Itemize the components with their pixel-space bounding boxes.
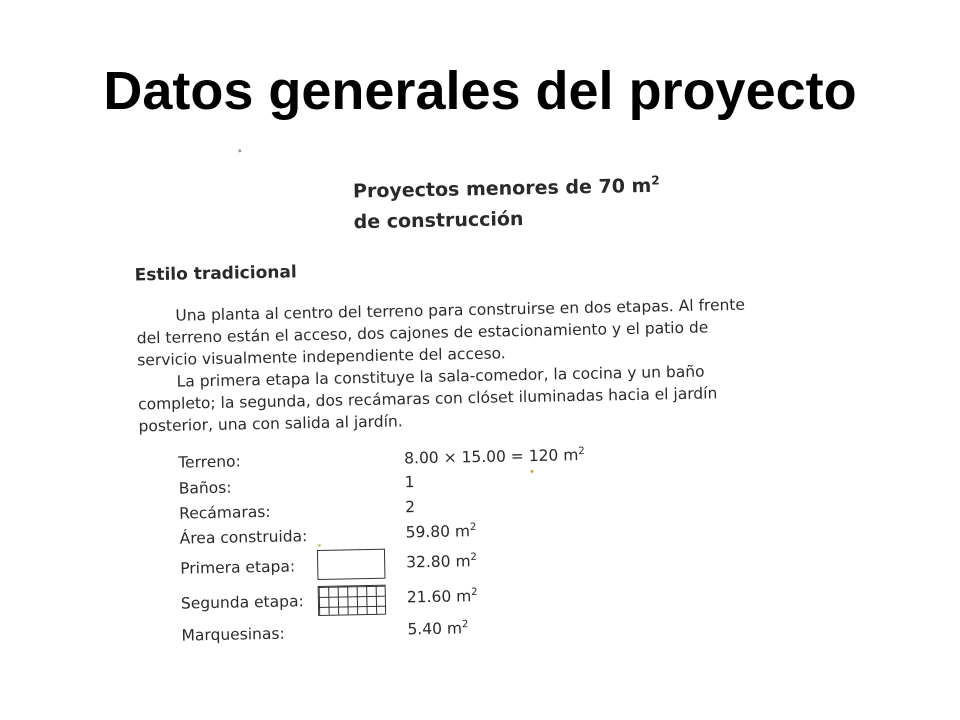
spec-unit-superscript: 2 xyxy=(578,445,585,457)
scan-speck xyxy=(238,149,241,152)
paragraph-line: servicio visualmente independiente del acceso. xyxy=(137,344,506,370)
spec-value-text: 32.80 m xyxy=(406,552,471,572)
paragraph-line: La primera etapa la constituye la sala-comedor, la cocina y un baño xyxy=(176,362,705,391)
style-label: Estilo tradicional xyxy=(134,262,297,286)
scan-speck xyxy=(318,544,321,547)
slide-title: Datos generales del proyecto xyxy=(103,61,857,121)
spec-label-recamaras: Recámaras: xyxy=(179,502,271,523)
spec-value-terreno xyxy=(404,446,585,468)
document-heading-line-2: de construcción xyxy=(353,207,524,234)
spec-value-banos xyxy=(404,473,414,491)
spec-unit-superscript: 2 xyxy=(469,521,477,534)
spec-value-primera-etapa xyxy=(406,552,477,572)
spec-unit-superscript: 2 xyxy=(471,586,478,599)
paragraph-line: del terreno están el acceso, dos cajones de estacionamiento y el patio de xyxy=(136,318,709,348)
primera-etapa-swatch xyxy=(317,549,386,580)
spec-label-terreno: Terreno: xyxy=(178,452,241,472)
spec-value-text: 2 xyxy=(404,498,416,517)
spec-unit-superscript: 2 xyxy=(461,619,469,631)
spec-value-recamaras xyxy=(405,498,415,516)
spec-value-segunda-etapa xyxy=(407,587,478,607)
spec-value-text: 5.40 m xyxy=(407,619,463,639)
paragraph-line: Una planta al centro del terreno para construirse en dos etapas. Al frente xyxy=(175,295,746,325)
spec-label-primera-etapa: Primera etapa: xyxy=(180,557,296,578)
segunda-etapa-hatch-swatch xyxy=(318,585,387,616)
spec-label-marquesinas: Marquesinas: xyxy=(181,624,285,645)
heading-superscript: 2 xyxy=(651,173,660,188)
spec-value-text: 59.80 m xyxy=(405,522,471,542)
paragraph-line: posterior, una con salida al jardín. xyxy=(138,412,403,436)
paragraph-line: completo; la segunda, dos recámaras con clóset iluminadas hacia el jardín xyxy=(137,384,718,414)
spec-label-banos: Baños: xyxy=(178,478,232,498)
spec-label-area-construida: Área construida: xyxy=(179,527,308,548)
spec-value-text: 1 xyxy=(404,473,415,492)
spec-value-text: 21.60 m xyxy=(406,587,472,607)
spec-value-marquesinas xyxy=(407,619,468,638)
heading-line-1: Proyectos menores de 70 m xyxy=(352,174,652,203)
spec-unit-superscript: 2 xyxy=(470,551,477,564)
scanned-document xyxy=(0,122,960,720)
spec-value-text: 8.00 × 15.00 = 120 m xyxy=(404,446,579,468)
spec-label-segunda-etapa: Segunda etapa: xyxy=(180,592,304,613)
document-heading xyxy=(353,173,660,202)
scan-speck xyxy=(530,470,533,473)
spec-value-area-construida xyxy=(405,522,476,542)
